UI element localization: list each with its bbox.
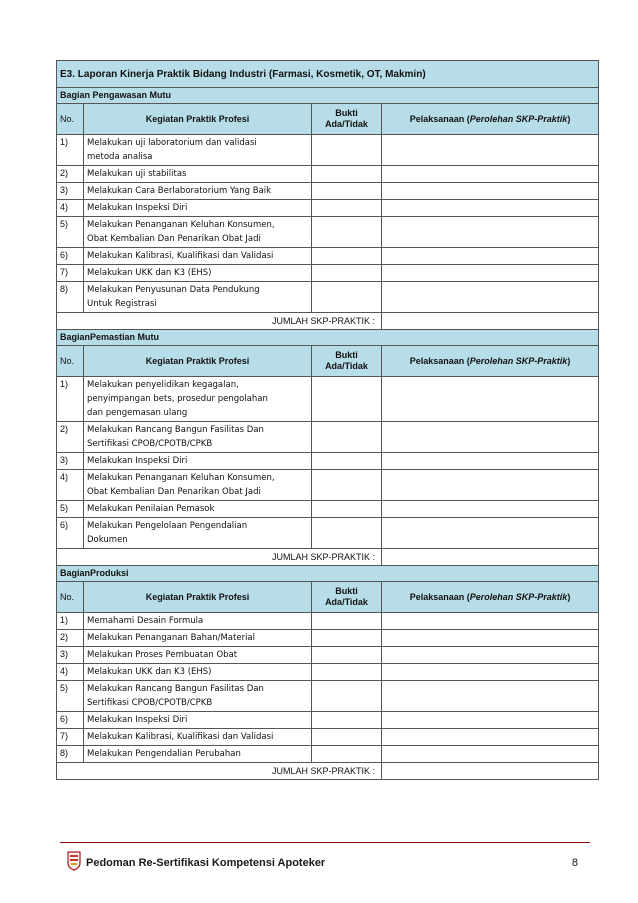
table-row: [57, 518, 599, 549]
header-bukti-line-1: Bukti: [335, 350, 358, 360]
header-pelaksanaan-pre: Pelaksanaan (: [409, 591, 470, 602]
pelaksanaan-cell[interactable]: [382, 453, 599, 470]
activity-text-line: Melakukan Inspeksi Diri: [87, 456, 188, 466]
table-row: [57, 135, 599, 166]
pelaksanaan-cell[interactable]: [382, 135, 599, 166]
activity-cell: [84, 248, 312, 265]
bukti-cell[interactable]: [312, 501, 382, 518]
activity-text-line: Melakukan Pengelolaan Pengendalian: [87, 521, 248, 531]
table-title: E3. Laporan Kinerja Praktik Bidang Industri (Farmasi, Kosmetik, OT, Makmin): [57, 61, 599, 88]
pelaksanaan-cell[interactable]: [382, 217, 599, 248]
activity-cell: [84, 518, 312, 549]
header-bukti: [312, 346, 382, 377]
header-pelaksanaan-em: Perolehan SKP-Praktik: [469, 591, 568, 602]
activity-cell: [84, 647, 312, 664]
footer-title: Pedoman Re-Sertifikasi Kompetensi Apoteker: [86, 857, 326, 869]
header-pelaksanaan-post: ): [567, 355, 571, 366]
table-row: [57, 183, 599, 200]
activity-text-line: Melakukan Pengendalian Perubahan: [87, 749, 241, 759]
header-pelaksanaan-em: Perolehan SKP-Praktik: [469, 113, 568, 124]
pelaksanaan-cell[interactable]: [382, 200, 599, 217]
bukti-cell[interactable]: [312, 166, 382, 183]
header-pelaksanaan: [382, 104, 599, 135]
pelaksanaan-cell[interactable]: [382, 470, 599, 501]
report-table-container: [56, 60, 598, 780]
activity-text-line: Melakukan Penilaian Pemasok: [87, 504, 215, 514]
bukti-cell[interactable]: [312, 217, 382, 248]
table-row: [57, 200, 599, 217]
row-number: 8): [57, 746, 84, 763]
report-table: [56, 60, 599, 780]
row-number: 6): [57, 248, 84, 265]
activity-text-line: Melakukan Rancang Bangun Fasilitas Dan: [87, 684, 264, 694]
row-number: 4): [57, 470, 84, 501]
activity-text-line: Untuk Registrasi: [87, 299, 157, 309]
row-number: 6): [57, 518, 84, 549]
bukti-cell[interactable]: [312, 282, 382, 313]
table-row: [57, 166, 599, 183]
bukti-cell[interactable]: [312, 712, 382, 729]
activity-cell: [84, 729, 312, 746]
row-number: 7): [57, 265, 84, 282]
activity-text-line: dan pengemasan ulang: [87, 408, 188, 418]
activity-text-line: Melakukan Proses Pembuatan Obat: [87, 650, 238, 660]
activity-cell: [84, 135, 312, 166]
table-row: [57, 470, 599, 501]
activity-cell: [84, 377, 312, 422]
row-number: 3): [57, 183, 84, 200]
header-kegiatan: Kegiatan Praktik Profesi: [84, 582, 312, 613]
activity-cell: [84, 681, 312, 712]
activity-cell: [84, 217, 312, 248]
row-number: 4): [57, 200, 84, 217]
activity-cell: [84, 183, 312, 200]
row-number: 5): [57, 501, 84, 518]
activity-text-line: penyimpangan bets, prosedur pengolahan: [87, 394, 268, 404]
bukti-cell[interactable]: [312, 729, 382, 746]
total-row: [57, 313, 599, 330]
header-bukti-line-1: Bukti: [335, 108, 358, 118]
activity-text-line: Melakukan Penyusunan Data Pendukung: [87, 285, 260, 295]
activity-text-line: Melakukan uji stabilitas: [87, 169, 187, 179]
activity-cell: [84, 613, 312, 630]
total-value-cell[interactable]: [382, 763, 599, 780]
pelaksanaan-cell[interactable]: [382, 746, 599, 763]
row-number: 3): [57, 453, 84, 470]
total-label: JUMLAH SKP-PRAKTIK :: [57, 763, 382, 780]
header-pelaksanaan-post: ): [567, 113, 571, 124]
activity-text-line: Sertifikasi CPOB/CPOTB/CPKB: [87, 698, 213, 708]
activity-cell: [84, 470, 312, 501]
bukti-cell[interactable]: [312, 377, 382, 422]
pelaksanaan-cell[interactable]: [382, 248, 599, 265]
activity-cell: [84, 453, 312, 470]
activity-text-line: Melakukan Cara Berlaboratorium Yang Baik: [87, 186, 272, 196]
header-no: No.: [57, 104, 84, 135]
bukti-cell[interactable]: [312, 183, 382, 200]
header-kegiatan: Kegiatan Praktik Profesi: [84, 346, 312, 377]
row-number: 4): [57, 664, 84, 681]
activity-text-line: Melakukan Inspeksi Diri: [87, 715, 188, 725]
activity-text-line: Melakukan UKK dan K3 (EHS): [87, 268, 212, 278]
table-row: [57, 282, 599, 313]
table-row: [57, 729, 599, 746]
table-row: [57, 377, 599, 422]
table-row: [57, 248, 599, 265]
bukti-cell[interactable]: [312, 265, 382, 282]
activity-text-line: Melakukan Inspeksi Diri: [87, 203, 188, 213]
row-number: 3): [57, 647, 84, 664]
section-title: BagianProduksi: [57, 566, 599, 582]
activity-text-line: Sertifikasi CPOB/CPOTB/CPKB: [87, 439, 213, 449]
total-label: JUMLAH SKP-PRAKTIK :: [57, 313, 382, 330]
bukti-cell[interactable]: [312, 746, 382, 763]
header-bukti-line-2: Ada/Tidak: [325, 597, 368, 607]
activity-text-line: metoda analisa: [87, 152, 153, 162]
header-pelaksanaan-em: Perolehan SKP-Praktik: [469, 355, 568, 366]
header-pelaksanaan-post: ): [567, 591, 571, 602]
activity-cell: [84, 422, 312, 453]
bukti-cell[interactable]: [312, 135, 382, 166]
section-row: [57, 566, 599, 582]
pelaksanaan-cell[interactable]: [382, 377, 599, 422]
row-number: 8): [57, 282, 84, 313]
activity-text-line: Obat Kembalian Dan Penarikan Obat Jadi: [87, 487, 261, 497]
pelaksanaan-cell[interactable]: [382, 630, 599, 647]
table-row: [57, 647, 599, 664]
activity-text-line: Melakukan uji laboratorium dan validasi: [87, 138, 257, 148]
pelaksanaan-cell[interactable]: [382, 166, 599, 183]
bukti-cell[interactable]: [312, 248, 382, 265]
activity-cell: [84, 746, 312, 763]
pelaksanaan-cell[interactable]: [382, 613, 599, 630]
row-number: 2): [57, 422, 84, 453]
activity-cell: [84, 166, 312, 183]
pelaksanaan-cell[interactable]: [382, 647, 599, 664]
row-number: 1): [57, 613, 84, 630]
table-row: [57, 422, 599, 453]
activity-text-line: Memahami Desain Formula: [87, 616, 204, 626]
activity-cell: [84, 501, 312, 518]
bukti-cell[interactable]: [312, 647, 382, 664]
column-header-row: [57, 346, 599, 377]
pelaksanaan-cell[interactable]: [382, 183, 599, 200]
table-row: [57, 453, 599, 470]
bukti-cell[interactable]: [312, 664, 382, 681]
total-row: [57, 549, 599, 566]
column-header-row: [57, 582, 599, 613]
row-number: 2): [57, 630, 84, 647]
table-row: [57, 712, 599, 729]
bukti-cell[interactable]: [312, 518, 382, 549]
activity-text-line: Melakukan Rancang Bangun Fasilitas Dan: [87, 425, 264, 435]
bukti-cell[interactable]: [312, 422, 382, 453]
activity-cell: [84, 282, 312, 313]
pelaksanaan-cell[interactable]: [382, 664, 599, 681]
activity-text-line: Melakukan penyelidikan kegagalan,: [87, 380, 239, 390]
activity-text-line: Dokumen: [87, 535, 128, 545]
header-bukti: [312, 104, 382, 135]
pelaksanaan-cell[interactable]: [382, 501, 599, 518]
section-title: Bagian Pengawasan Mutu: [57, 88, 599, 104]
section-title: BagianPemastian Mutu: [57, 330, 599, 346]
pelaksanaan-cell[interactable]: [382, 265, 599, 282]
row-number: 2): [57, 166, 84, 183]
activity-cell: [84, 712, 312, 729]
total-value-cell[interactable]: [382, 549, 599, 566]
pelaksanaan-cell[interactable]: [382, 712, 599, 729]
bukti-cell[interactable]: [312, 681, 382, 712]
organization-logo-icon: [66, 851, 82, 871]
table-row: [57, 217, 599, 248]
table-row: [57, 630, 599, 647]
bukti-cell[interactable]: [312, 613, 382, 630]
header-bukti-line-1: Bukti: [335, 586, 358, 596]
bukti-cell[interactable]: [312, 630, 382, 647]
header-bukti-line-2: Ada/Tidak: [325, 361, 368, 371]
header-no: No.: [57, 346, 84, 377]
header-pelaksanaan-pre: Pelaksanaan (: [409, 113, 470, 124]
activity-cell: [84, 200, 312, 217]
bukti-cell[interactable]: [312, 470, 382, 501]
bukti-cell[interactable]: [312, 200, 382, 217]
total-label: JUMLAH SKP-PRAKTIK :: [57, 549, 382, 566]
total-value-cell[interactable]: [382, 313, 599, 330]
column-header-row: [57, 104, 599, 135]
bukti-cell[interactable]: [312, 453, 382, 470]
section-row: [57, 330, 599, 346]
header-pelaksanaan: [382, 582, 599, 613]
table-row: [57, 501, 599, 518]
pelaksanaan-cell[interactable]: [382, 681, 599, 712]
pelaksanaan-cell[interactable]: [382, 422, 599, 453]
table-title-row: [57, 61, 599, 88]
activity-cell: [84, 265, 312, 282]
activity-cell: [84, 664, 312, 681]
section-row: [57, 88, 599, 104]
row-number: 5): [57, 217, 84, 248]
activity-text-line: Melakukan Kalibrasi, Kualifikasi dan Validasi: [87, 732, 274, 742]
activity-text-line: Melakukan Penanganan Bahan/Material: [87, 633, 255, 643]
row-number: 1): [57, 377, 84, 422]
row-number: 1): [57, 135, 84, 166]
pelaksanaan-cell[interactable]: [382, 518, 599, 549]
total-row: [57, 763, 599, 780]
table-row: [57, 746, 599, 763]
table-row: [57, 664, 599, 681]
activity-text-line: Melakukan Penanganan Keluhan Konsumen,: [87, 473, 275, 483]
table-row: [57, 681, 599, 712]
row-number: 7): [57, 729, 84, 746]
table-row: [57, 613, 599, 630]
header-kegiatan: Kegiatan Praktik Profesi: [84, 104, 312, 135]
header-pelaksanaan-pre: Pelaksanaan (: [409, 355, 470, 366]
page-footer: [60, 842, 590, 879]
row-number: 6): [57, 712, 84, 729]
row-number: 5): [57, 681, 84, 712]
header-pelaksanaan: [382, 346, 599, 377]
activity-cell: [84, 630, 312, 647]
pelaksanaan-cell[interactable]: [382, 282, 599, 313]
activity-text-line: Melakukan Penanganan Keluhan Konsumen,: [87, 220, 275, 230]
page-number: 8: [571, 857, 578, 869]
header-no: No.: [57, 582, 84, 613]
header-bukti-line-2: Ada/Tidak: [325, 119, 368, 129]
activity-text-line: Melakukan UKK dan K3 (EHS): [87, 667, 212, 677]
table-row: [57, 265, 599, 282]
pelaksanaan-cell[interactable]: [382, 729, 599, 746]
activity-text-line: Obat Kembalian Dan Penarikan Obat Jadi: [87, 234, 261, 244]
activity-text-line: Melakukan Kalibrasi, Kualifikasi dan Validasi: [87, 251, 274, 261]
header-bukti: [312, 582, 382, 613]
